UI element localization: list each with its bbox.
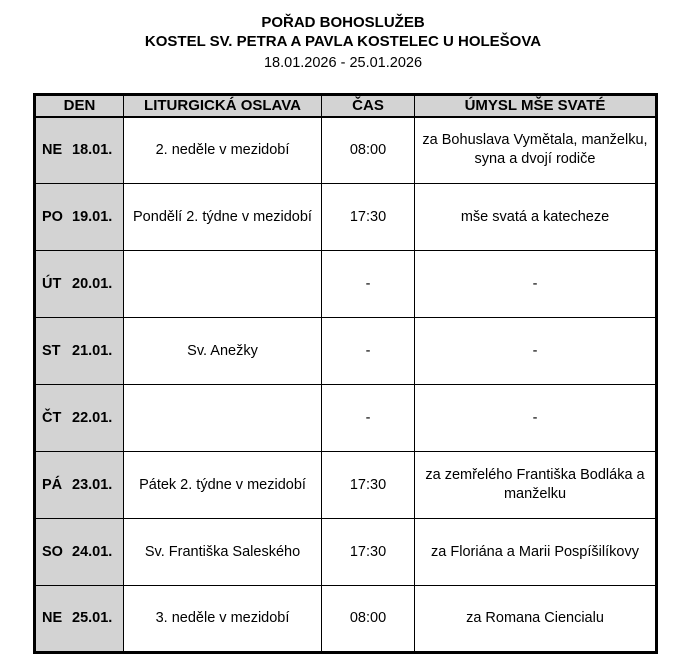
time-cell: - (322, 318, 415, 385)
day-cell (35, 519, 124, 586)
intention-cell: za zemřelého Františka Bodláka a manželku (415, 452, 657, 519)
day-abbr: PO (42, 208, 63, 225)
day-abbr: ČT (42, 409, 62, 426)
intention-cell: mše svatá a katecheze (415, 184, 657, 251)
time-cell: 17:30 (322, 519, 415, 586)
day-date: 19.01. (72, 208, 113, 225)
celebration-cell: 3. neděle v mezidobí (124, 586, 322, 653)
day-abbr: ST (42, 342, 61, 359)
day-abbr: NE (42, 610, 63, 626)
celebration-cell: Sv. Anežky (124, 318, 322, 385)
time-cell: - (322, 251, 415, 318)
page-title: POŘAD BOHOSLUŽEB (261, 14, 425, 31)
day-date: 20.01. (72, 275, 113, 292)
day-cell (35, 452, 124, 519)
celebration-cell: Sv. Františka Saleského (124, 519, 322, 586)
intention-cell: - (415, 385, 657, 452)
day-abbr: ÚT (42, 275, 62, 292)
table-row (35, 318, 657, 385)
day-abbr: PÁ (42, 476, 63, 493)
table-row (35, 184, 657, 251)
table-row (35, 251, 657, 318)
intention-cell: za Floriána a Marii Pospíšilíkovy (415, 519, 657, 586)
table-header-row (35, 95, 657, 117)
document-header (0, 0, 686, 73)
day-date: 18.01. (72, 141, 113, 158)
day-date: 21.01. (72, 342, 113, 359)
day-cell (35, 385, 124, 452)
day-date: 24.01. (72, 543, 113, 560)
time-cell: 17:30 (322, 452, 415, 519)
day-cell (35, 318, 124, 385)
time-cell: 17:30 (322, 184, 415, 251)
celebration-cell: 2. neděle v mezidobí (124, 117, 322, 184)
day-cell (35, 117, 124, 184)
column-header-intention: ÚMYSL MŠE SVATÉ (415, 95, 657, 117)
table-row (35, 452, 657, 519)
column-header-day: DEN (35, 95, 124, 117)
day-abbr: NE (42, 141, 63, 158)
table-row (35, 385, 657, 452)
day-date: 23.01. (72, 476, 113, 493)
intention-cell: - (415, 251, 657, 318)
date-range: 18.01.2026 - 25.01.2026 (263, 55, 423, 71)
celebration-cell (124, 251, 322, 318)
table-row (35, 117, 657, 184)
table-row (35, 519, 657, 586)
day-cell (35, 586, 124, 653)
day-cell (35, 251, 124, 318)
celebration-cell: Pondělí 2. týdne v mezidobí (124, 184, 322, 251)
celebration-cell (124, 385, 322, 452)
page-subtitle: KOSTEL SV. PETRA A PAVLA KOSTELEC U HOLEŠOVA (144, 33, 542, 50)
time-cell: 08:00 (322, 117, 415, 184)
table-row (35, 586, 657, 653)
column-header-time: ČAS (322, 95, 415, 117)
column-header-celebration: LITURGICKÁ OSLAVA (124, 95, 322, 117)
day-date: 22.01. (72, 409, 113, 426)
time-cell: 08:00 (322, 586, 415, 653)
service-schedule-table (33, 93, 658, 654)
day-abbr: SO (42, 543, 63, 560)
celebration-cell: Pátek 2. týdne v mezidobí (124, 452, 322, 519)
intention-cell: za Romana Ciencialu (415, 586, 657, 653)
intention-cell: za Bohuslava Vymětala, manželku, syna a dvojí rodiče (415, 117, 657, 184)
day-date: 25.01. (72, 610, 113, 626)
time-cell: - (322, 385, 415, 452)
day-cell (35, 184, 124, 251)
intention-cell: - (415, 318, 657, 385)
